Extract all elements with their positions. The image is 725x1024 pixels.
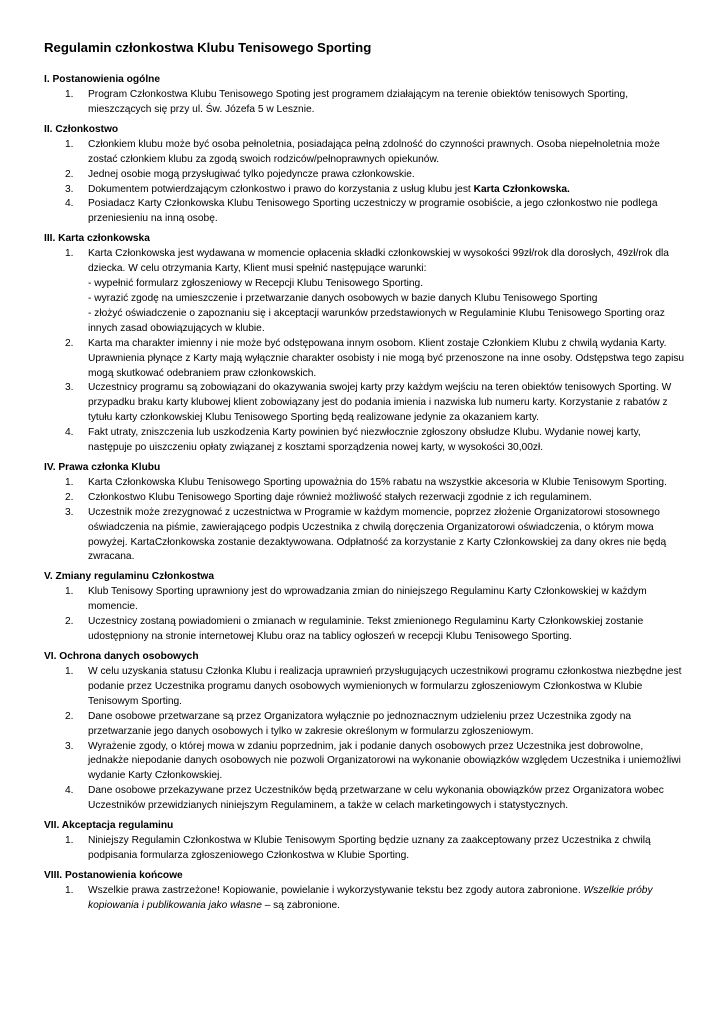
sections-container [44,73,685,914]
item-text [88,784,685,814]
item-text [88,337,685,382]
item-text [88,491,685,506]
item-text-main: Uczestnicy zostaną powiadomieni o zmianach w regulaminie. Tekst zmienionego Regulaminu Karty Członkowskiej zostanie udostępniony na stronie internetowej Klubu oraz na tablicy ogłoszeń w recepcji Klubu Tenisowego Sporting. [88,616,644,643]
item-text-main: Członkostwo Klubu Tenisowego Sporting daje również możliwość stałych rezerwacji zgodnie z ich regulaminem. [88,491,592,503]
section-heading: VII. Akceptacja regulaminu [44,820,174,832]
section-heading: VIII. Postanowienia końcowe [44,869,183,881]
section-heading: I. Postanowienia ogólne [44,74,161,85]
list-item [44,784,685,814]
item-text [88,615,685,645]
item-number: 2. [65,491,74,503]
item-text-main: Wszelkie prawa zastrzeżone! Kopiowanie, powielanie i wykorzystywanie tekstu bez zgody autora zabronione. [88,884,584,896]
item-text [88,426,685,456]
list-item [44,585,685,615]
item-text-main: W celu uzyskania statusu Członka Klubu i realizacja uprawnień przysługujących uczestnikowi programu członkostwa niezbędne jest podanie przez Uczestnika programu danych osobowych wymienionych w formularzu zgłoszeniowym Członkostwa w Klubie Tenisowym Sporting. [88,666,682,707]
item-number: 1. [65,884,74,896]
item-text [88,247,685,336]
item-number: 1. [65,89,74,100]
section-heading: III. Karta członkowska [44,233,150,245]
item-text-main: Wyrażenie zgody, o której mowa w zdaniu poprzednim, jak i podanie danych osobowych przez Uczestnika jest dobrowolne, jednakże niepodanie danych osobowych nie pozwoli Organizatorowi na wykonanie obowiązków względem Uczestnika i uniemożliwi wydanie Karty Członkowskiej. [88,740,681,782]
item-number: 1. [65,248,74,260]
list-item [44,665,685,710]
item-sub-line: - wyrazić zgodę na umieszczenie i przetwarzanie danych osobowych w bazie danych Klubu Tenisowego Sporting [88,292,598,304]
list-item [44,138,685,168]
item-text [88,183,685,198]
item-text [88,138,685,168]
item-text [88,506,685,566]
item-text [88,884,685,914]
item-text-main: Program Członkostwa Klubu Tenisowego Spoting jest programem działającym na terenie obiektów tenisowych Sporting, mieszczących się przy ul. Św. Józefa 5 w Lesznie. [88,89,629,115]
list-item [44,426,685,456]
item-text-bold: Karta Członkowska. [473,183,570,195]
item-number: 3. [65,382,74,394]
item-text-main: Uczestnik może zrezygnować z uczestnictwa w Programie w każdym momencie, poprzez złożenie Organizatorowi stosownego oświadczenia na piśmie, zawierającego podpis Uczestnika z chwilą doręczenia Organizatorowi oświadczenia, o którym mowa powyżej. KartaCzłonkowska zostanie dezaktywowana. Odpłatność za korzystanie z Karty Członkowskiej za dany okres nie będą zwracana. [88,506,667,563]
item-text [88,665,685,710]
item-number: 2. [65,337,74,349]
list-item [44,197,685,227]
list-item [44,168,685,183]
section-heading: V. Zmiany regulaminu Członkostwa [44,571,215,583]
item-number: 2. [65,168,74,180]
section-list [44,88,685,118]
item-text-main: Uczestnicy programu są zobowiązani do okazywania swojej karty przy każdym wejściu na teren obiektów tenisowych Sporting. W przypadku braku karty klubowej klient zobowiązany jest do podania imienia i nazwiska lub numeru karty. Korzystanie z rabatów z tytułu karty członkowskiej Klubu Tenisowego Sporting będą realizowane jedynie za okazaniem karty. [88,382,672,424]
item-sub-line: - złożyć oświadczenie o zapoznaniu się i akceptacji warunków przedstawionych w Regulaminie Klubu Tenisowego Sporting oraz innych zasad obowiązujących w klubie. [88,307,665,334]
item-text [88,168,685,183]
item-number: 2. [65,710,74,722]
section-heading: VI. Ochrona danych osobowych [44,651,199,662]
list-item [44,740,685,785]
section-list [44,585,685,645]
item-text [88,710,685,740]
item-number: 1. [65,586,74,598]
item-number: 4. [65,198,74,210]
item-text-tail: – są zabronione. [261,899,341,911]
list-item [44,506,685,566]
item-text-main: Karta Członkowska jest wydawana w momencie opłacenia składki członkowskiej w wysokości 99zł/rok dla dorosłych, 49zł/rok dla dziecka. W celu otrzymania Karty, Klient musi spełnić następujące warunki: [88,248,669,275]
item-text-main: Karta Członkowska Klubu Tenisowego Sporting upoważnia do 15% rabatu na wszystkie akcesoria w Klubie Tenisowym Sporting. [88,476,667,488]
item-number: 4. [65,785,74,797]
item-text [88,381,685,426]
item-text-main: Klub Tenisowy Sporting uprawniony jest do wprowadzania zmian do niniejszego Regulaminu Karty Członkowskiej w każdym momencie. [88,586,647,613]
section-list [44,247,685,456]
list-item [44,834,685,864]
item-text-main: Posiadacz Karty Członkowska Klubu Tenisowego Sporting uczestniczy w programie osobiście, a jego członkostwo nie podlega przeniesieniu na inną osobę. [88,198,658,225]
item-text-main: Członkiem klubu może być osoba pełnoletnia, posiadająca pełną zdolność do czynności prawnych. Osoba niepełnoletnia może zostać członkiem klubu za zgodą swoich rodziców/pełnoprawnych opiekunów. [88,138,660,165]
item-text-main: Dokumentem potwierdzającym członkostwo i prawo do korzystania z usług klubu jest [88,183,474,195]
item-number: 3. [65,506,74,518]
item-number: 3. [65,183,74,195]
item-text-main: Fakt utraty, zniszczenia lub uszkodzenia Karty powinien być niezwłocznie zgłoszony obsłudze Klubu. Wydanie nowej karty, następuje po uiszczeniu opłaty związanej z kosztami sporządzenia nowej karty, w wysokości 30,00zł. [88,427,641,454]
item-text-main: Jednej osobie mogą przysługiwać tylko pojedyncze prawa członkowskie. [88,168,415,180]
section-list [44,834,685,864]
item-text [88,88,685,118]
section-list [44,665,685,814]
item-number: 3. [65,740,74,752]
item-number: 4. [65,427,74,439]
list-item [44,884,685,914]
item-text-main: Karta ma charakter imienny i nie może być odstępowana innym osobom. Klient zostaje Członkiem Klubu z chwilą wydania Karty. Uprawnienia płynące z Karty mają wyłącznie charakter osobisty i nie mogą być przenoszone na inne osoby. Odstępstwa tego zapisu mogą skutkować odebraniem praw członkowskich. [88,337,685,379]
item-text [88,476,685,491]
item-text [88,197,685,227]
section-heading: II. Członkostwo [44,123,119,135]
item-text [88,834,685,864]
item-text-main: Dane osobowe przetwarzane są przez Organizatora wyłącznie po jednoznacznym udzieleniu przez Uczestnika zgody na przetwarzanie jego danych osobowych i tylko w zakresie określonym w formularzu zgłoszeniowym. [88,710,632,737]
list-item [44,183,685,198]
item-number: 1. [65,835,74,847]
item-number: 1. [65,666,74,677]
list-item [44,88,685,118]
item-text-main: Niniejszy Regulamin Członkostwa w Klubie Tenisowym Sporting będzie uznany za zaakceptowany przez Uczestnika z chwilą podpisania formularza zgłoszeniowego Członkostwa w Klubie Sporting. [88,835,651,861]
list-item [44,491,685,506]
item-sub-line: - wypełnić formularz zgłoszeniowy w Recepcji Klubu Tenisowego Sporting. [88,278,424,290]
item-text [88,740,685,785]
item-text-main: Dane osobowe przekazywane przez Uczestników będą przetwarzane w celu wykonania obowiązków przez Organizatora wobec Uczestników przewidzianych niniejszym Regulaminem, a także w celach marketingowych i statystycznych. [88,785,664,812]
list-item [44,476,685,491]
section-list [44,884,685,914]
item-text [88,585,685,615]
item-text-italic: Wszelkie próby kopiowania i publikowania jako własne [88,884,653,911]
list-item [44,615,685,645]
item-number: 1. [65,476,74,488]
document-title: Regulamin członkostwa Klubu Tenisowego Sporting [44,40,372,55]
list-item [44,381,685,426]
list-item [44,247,685,336]
section-heading: IV. Prawa członka Klubu [44,461,161,473]
section-list [44,476,685,565]
section-list [44,138,685,227]
item-number: 1. [65,138,74,150]
item-number: 2. [65,616,74,628]
list-item [44,710,685,740]
list-item [44,337,685,382]
